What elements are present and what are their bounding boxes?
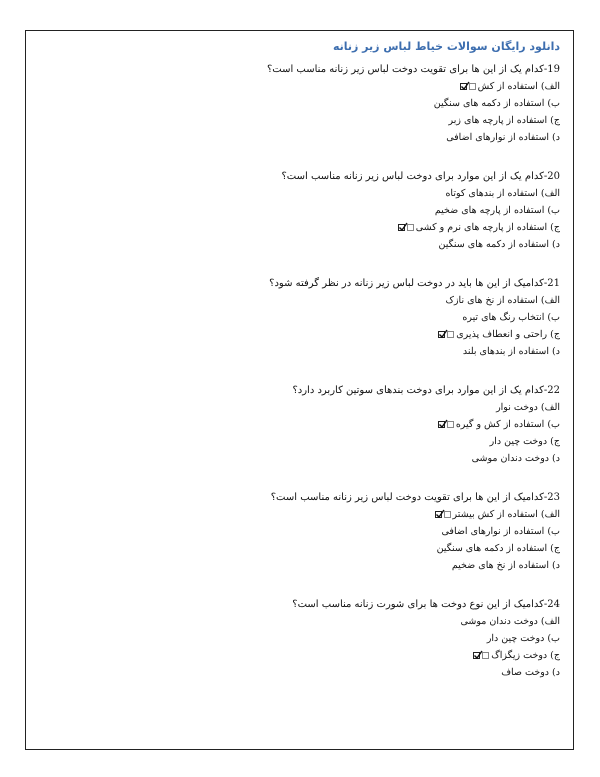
- empty-box-icon: [407, 224, 414, 231]
- answer-option: [220, 292, 560, 309]
- answer-option: [220, 309, 560, 326]
- answer-option-label: د) استفاده از نخ های ضخیم: [451, 560, 560, 571]
- answer-option: [220, 557, 560, 574]
- answer-option-label: د) دوخت دندان موشی: [471, 453, 560, 464]
- question-block: [220, 489, 560, 574]
- checkmark-icon: [473, 652, 480, 659]
- checkmark-icon: [398, 224, 405, 231]
- empty-box-icon: [447, 421, 454, 428]
- answer-option-label: ب) استفاده از پارچه های ضخیم: [434, 205, 560, 216]
- answer-option: [220, 433, 560, 450]
- answer-option: [220, 78, 560, 95]
- answer-option: [220, 506, 560, 523]
- answer-option: [220, 664, 560, 681]
- checkmark-icon: [438, 331, 445, 338]
- answer-option-label: الف) استفاده از بندهای کوتاه: [445, 188, 560, 199]
- checkmark-icon: [438, 421, 445, 428]
- answer-option: [220, 343, 560, 360]
- answer-option: [220, 416, 560, 433]
- answer-option: [220, 399, 560, 416]
- answer-option-label: ج) دوخت زیگزاگ: [491, 650, 560, 661]
- answer-option: [220, 540, 560, 557]
- answer-option: [220, 236, 560, 253]
- question-text: 20-کدام یک از این موارد برای دوخت لباس زیر زنانه مناسب است؟: [281, 171, 560, 182]
- answer-option-label: ب) انتخاب رنگ های تیره: [462, 312, 560, 323]
- empty-box-icon: [469, 83, 476, 90]
- answer-option-label: الف) استفاده از کش بیشتر: [452, 509, 560, 520]
- question-block: [220, 61, 560, 146]
- question-block: [220, 596, 560, 681]
- answer-option: [220, 523, 560, 540]
- empty-box-icon: [482, 652, 489, 659]
- answer-option: [220, 185, 560, 202]
- answer-option-label: د) استفاده از دکمه های سنگین: [438, 239, 560, 250]
- answer-option: [220, 630, 560, 647]
- answer-option-label: الف) دوخت نوار: [496, 402, 560, 413]
- answer-option: [220, 219, 560, 236]
- answer-option-label: ج) راحتی و انعطاف پذیری: [456, 329, 560, 340]
- answer-option: [220, 95, 560, 112]
- answer-option-label: ج) استفاده از پارچه های نرم و کشی: [415, 222, 560, 233]
- question-text: 22-کدام یک از این موارد برای دوخت بندهای سوتین کاربرد دارد؟: [292, 385, 560, 396]
- checkmark-icon: [460, 83, 467, 90]
- question-block: [220, 382, 560, 467]
- document-body: [220, 40, 560, 703]
- answer-option-label: ج) استفاده از پارچه های زبر: [448, 115, 560, 126]
- answer-option-label: د) استفاده از بندهای بلند: [462, 346, 560, 357]
- checkmark-icon: [435, 511, 442, 518]
- answer-option-label: الف) دوخت دندان موشی: [460, 616, 560, 627]
- empty-box-icon: [444, 511, 451, 518]
- answer-option: [220, 613, 560, 630]
- answer-option-label: ب) استفاده از نوارهای اضافی: [441, 526, 560, 537]
- answer-option: [220, 202, 560, 219]
- question-block: [220, 168, 560, 253]
- answer-option: [220, 647, 560, 664]
- question-list: [220, 61, 560, 681]
- answer-option-label: ب) دوخت چین دار: [486, 633, 560, 644]
- question-text: 24-کدامیک از این نوع دوخت ها برای شورت زنانه مناسب است؟: [292, 599, 560, 610]
- answer-option: [220, 326, 560, 343]
- answer-option-label: د) دوخت صاف: [501, 667, 560, 678]
- answer-option-label: ج) استفاده از دکمه های سنگین: [436, 543, 560, 554]
- question-text: 19-کدام یک از این ها برای تقویت دوخت لباس زیر زنانه مناسب است؟: [266, 64, 560, 75]
- answer-option-label: ب) استفاده از کش و گیره: [455, 419, 560, 430]
- answer-option: [220, 129, 560, 146]
- answer-option-label: د) استفاده از نوارهای اضافی: [446, 132, 560, 143]
- answer-option-label: الف) استفاده از کش: [477, 81, 560, 92]
- answer-option: [220, 112, 560, 129]
- answer-option-label: الف) استفاده از نخ های نازک: [445, 295, 560, 306]
- answer-option-label: ب) استفاده از دکمه های سنگین: [433, 98, 560, 109]
- question-block: [220, 275, 560, 360]
- question-text: 23-کدامیک از این ها برای تقویت دوخت لباس زیر زنانه مناسب است؟: [270, 492, 560, 503]
- question-text: 21-کدامیک از این ها باید در دوخت لباس زیر زنانه در نظر گرفته شود؟: [269, 278, 560, 289]
- document-title: دانلود رایگان سوالات خیاط لباس زیر زنانه: [332, 40, 560, 53]
- answer-option-label: ج) دوخت چین دار: [489, 436, 560, 447]
- answer-option: [220, 450, 560, 467]
- empty-box-icon: [447, 331, 454, 338]
